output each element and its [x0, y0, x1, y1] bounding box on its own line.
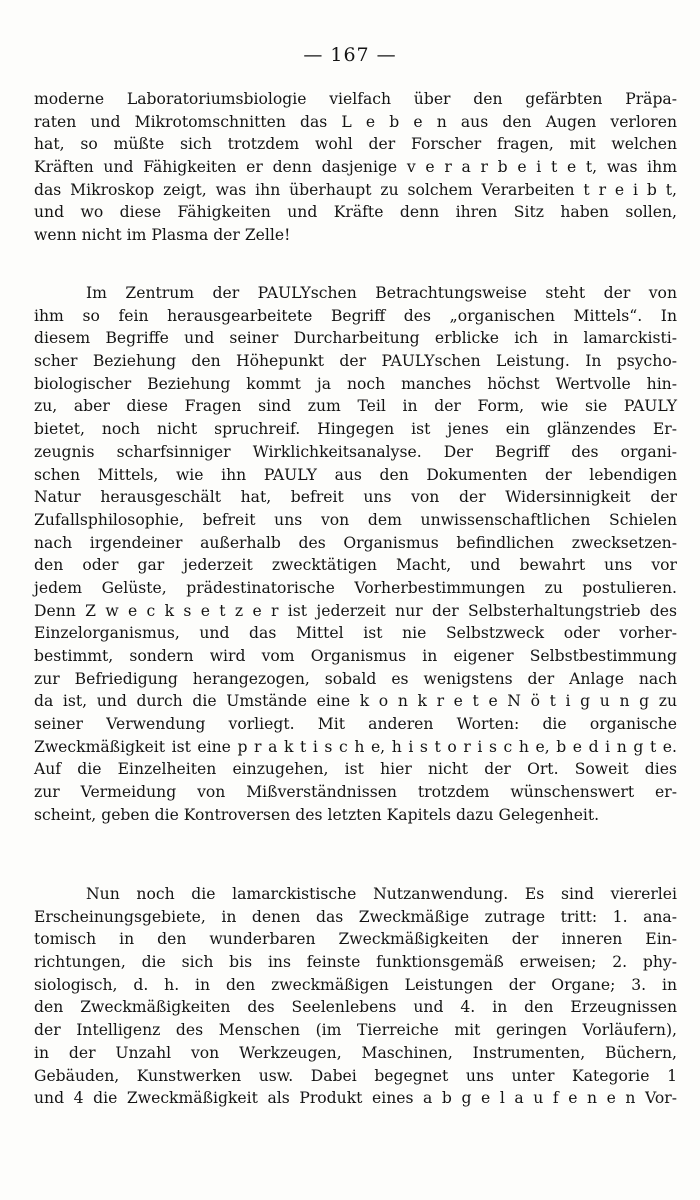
text-line: schen Mittels, wie ihn PAULY aus den Dokumenten der lebendigen: [34, 465, 677, 484]
text-line: und wo diese Fähigkeiten und Kräfte denn ihren Sitz haben sollen,: [34, 203, 677, 222]
text-line: den Zweckmäßigkeiten des Seelenlebens und 4. in den Erzeugnissen: [34, 998, 677, 1017]
text-line: Einzelorganismus, und das Mittel ist nie Selbstzweck oder vorher-: [34, 624, 677, 643]
text-line: raten und Mikrotomschnitten das L e b e n aus den Augen verloren: [34, 112, 677, 131]
text-line: zur Vermeidung von Mißverständnissen trotzdem wünschenswert er-: [34, 783, 677, 802]
text-line: da ist, und durch die Umstände eine k o n k r e t e N ö t i g u n g zu: [34, 692, 677, 711]
text-line: Natur herausgeschält hat, befreit uns von der Widersinnigkeit der: [34, 488, 677, 507]
text-line: den oder gar jederzeit zwecktätigen Macht, und bewahrt uns vor: [34, 556, 677, 575]
text-line: und 4 die Zweckmäßigkeit als Produkt eines a b g e l a u f e n e n Vor-: [34, 1089, 677, 1108]
text-line: zu, aber diese Fragen sind zum Teil in der Form, wie sie PAULY: [34, 397, 677, 416]
paragraph-2: [34, 282, 677, 827]
text-line: der Intelligenz des Menschen (im Tierreiche mit geringen Vorläufern),: [34, 1021, 677, 1040]
text-line: jedem Gelüste, prädestinatorische Vorherbestimmungen zu postulieren.: [34, 578, 677, 597]
text-line: zur Befriedigung herangezogen, sobald es wenigstens der Anlage nach: [34, 669, 677, 688]
text-line: Im Zentrum der PAULYschen Betrachtungsweise steht der von: [86, 284, 677, 302]
text-line: zeugnis scharfsinniger Wirklichkeitsanalyse. Der Begriff des organi-: [34, 442, 677, 461]
text-line: Kräften und Fähigkeiten er denn dasjenige v e r a r b e i t e t, was ihm: [34, 158, 677, 177]
text-line: Zweckmäßigkeit ist eine p r a k t i s c h e, h i s t o r i s c h e, b e d i n g t e.: [34, 737, 677, 756]
text-line: hat, so müßte sich trotzdem wohl der Forscher fragen, mit welchen: [34, 135, 677, 154]
text-line: bietet, noch nicht spruchreif. Hingegen ist jenes ein glänzendes Er-: [34, 420, 677, 439]
page-number: — 167 —: [303, 44, 397, 66]
text-line: diesem Begriffe und seiner Durcharbeitung erblicke ich in lamarckisti-: [34, 329, 677, 348]
paragraph-1: [34, 88, 677, 247]
text-line: ihm so fein herausgearbeitete Begriff des „organischen Mittels“. In: [34, 306, 677, 325]
text-line: richtungen, die sich bis ins feinste funktionsgemäß erweisen; 2. phy-: [34, 953, 677, 972]
text-line: Nun noch die lamarckistische Nutzanwendung. Es sind viererlei: [86, 885, 677, 903]
text-line: biologischer Beziehung kommt ja noch manches höchst Wertvolle hin-: [34, 374, 677, 393]
text-line: seiner Verwendung vorliegt. Mit anderen Worten: die organische: [34, 715, 677, 734]
text-line: Auf die Einzelheiten einzugehen, ist hier nicht der Ort. Soweit dies: [34, 760, 677, 779]
text-line: wenn nicht im Plasma der Zelle!: [34, 226, 291, 245]
text-line: bestimmt, sondern wird vom Organismus in eigener Selbstbestimmung: [34, 647, 677, 665]
text-line: tomisch in den wunderbaren Zweckmäßigkeiten der inneren Ein-: [34, 930, 677, 949]
text-line: Gebäuden, Kunstwerken usw. Dabei begegnet uns unter Kategorie 1: [34, 1066, 677, 1085]
text-line: Denn Z w e c k s e t z e r ist jederzeit nur der Selbsterhaltungstrieb des: [34, 601, 677, 620]
text-line: siologisch, d. h. in den zweckmäßigen Leistungen der Organe; 3. in: [34, 975, 677, 994]
text-line: scher Beziehung den Höhepunkt der PAULYschen Leistung. In psycho-: [34, 352, 677, 371]
text-line: Zufallsphilosophie, befreit uns von dem unwissenschaftlichen Schielen: [34, 510, 677, 529]
text-line: scheint, geben die Kontroversen des letzten Kapitels dazu Gelegenheit.: [34, 805, 600, 824]
text-line: moderne Laboratoriumsbiologie vielfach über den gefärbten Präpa-: [34, 90, 677, 108]
text-line: Erscheinungsgebiete, in denen das Zweckmäßige zutrage tritt: 1. ana-: [34, 907, 677, 926]
text-line: das Mikroskop zeigt, was ihn überhaupt zu solchem Verarbeiten t r e i b t,: [34, 180, 677, 199]
paragraph-3: [34, 883, 677, 1110]
text-line: in der Unzahl von Werkzeugen, Maschinen, Instrumenten, Büchern,: [34, 1043, 677, 1062]
text-line: nach irgendeiner außerhalb des Organismus befindlichen zwecksetzen-: [34, 533, 677, 552]
